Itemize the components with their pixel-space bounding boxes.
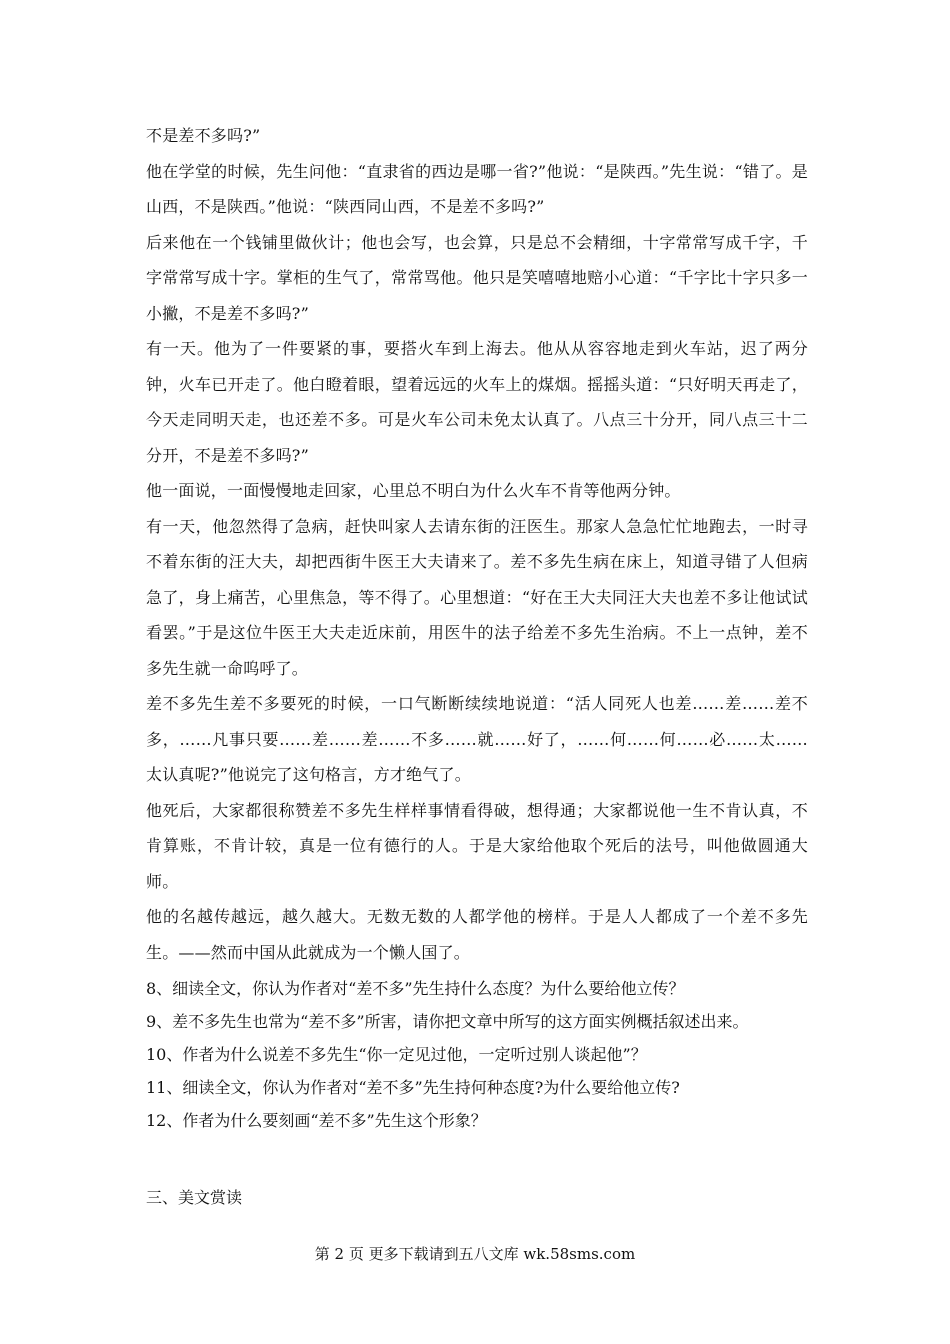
question-item: 9、差不多先生也常为“差不多”所害，请你把文章中所写的这方面实例概括叙述出来。 xyxy=(146,1012,749,1031)
article-body xyxy=(146,118,808,1137)
question-item: 8、细读全文，你认为作者对“差不多”先生持什么态度？为什么要给他立传？ xyxy=(146,979,685,998)
question-list xyxy=(146,972,808,1137)
paragraph: 他的名越传越远，越久越大。无数无数的人都学他的榜样。于是人人都成了一个差不多先生。——然而中国从此就成为一个懒人国了。 xyxy=(146,907,808,962)
page-footer: 第 2 页 更多下载请到五八文库 wk.58sms.com xyxy=(314,1245,636,1263)
section-heading: 三、美文赏读 xyxy=(146,1188,243,1207)
question-item: 12、作者为什么要刻画“差不多”先生这个形象？ xyxy=(146,1111,487,1130)
paragraph: 他死后，大家都很称赞差不多先生样样事情看得破，想得通；大家都说他一生不肯认真，不肯算账，不肯计较，真是一位有德行的人。于是大家给他取个死后的法号，叫他做圆通大师。 xyxy=(146,800,808,891)
paragraph: 后来他在一个钱铺里做伙计；他也会写，也会算，只是总不会精细，十字常常写成千字，千字常常写成十字。掌柜的生气了，常常骂他。他只是笑嘻嘻地赔小心道：“千字比十字只多一小撇，不是差不多吗?” xyxy=(146,232,808,323)
paragraph: 有一天。他为了一件要紧的事，要搭火车到上海去。他从从容容地走到火车站，迟了两分钟，火车已开走了。他白瞪着眼，望着远远的火车上的煤烟。摇摇头道：“只好明天再走了，今天走同明天走，也还差不多。可是火车公司未免太认真了。八点三十分开，同八点三十二分开，不是差不多吗?” xyxy=(146,339,808,465)
question-item: 10、作者为什么说差不多先生“你一定见过他，一定听过别人谈起他”？ xyxy=(146,1045,647,1064)
paragraph: 不是差不多吗?” xyxy=(146,126,261,145)
question-item: 11、细读全文，你认为作者对“差不多”先生持何种态度?为什么要给他立传? xyxy=(146,1078,680,1097)
paragraph: 他一面说，一面慢慢地走回家，心里总不明白为什么火车不肯等他两分钟。 xyxy=(146,481,681,500)
paragraph: 差不多先生差不多要死的时候，一口气断断续续地说道：“活人同死人也差……差……差不多，……凡事只要……差……差……不多……就……好了，……何……何……必……太……太认真呢?”他说完了这句格言，方才绝气了。 xyxy=(146,694,808,784)
paragraph: 有一天，他忽然得了急病，赶快叫家人去请东街的汪医生。那家人急急忙忙地跑去，一时寻不着东街的汪大夫，却把西街牛医王大夫请来了。差不多先生病在床上，知道寻错了人但病急了，身上痛苦，心里焦急，等不得了。心里想道：“好在王大夫同汪大夫也差不多让他试试看罢。”于是这位牛医王大夫走近床前，用医牛的法子给差不多先生治病。不上一点钟，差不多先生就一命呜呼了。 xyxy=(146,516,808,678)
paragraph: 他在学堂的时候，先生问他：“直隶省的西边是哪一省?”他说：“是陕西。”先生说：“错了。是山西，不是陕西。”他说：“陕西同山西，不是差不多吗?” xyxy=(146,161,808,216)
